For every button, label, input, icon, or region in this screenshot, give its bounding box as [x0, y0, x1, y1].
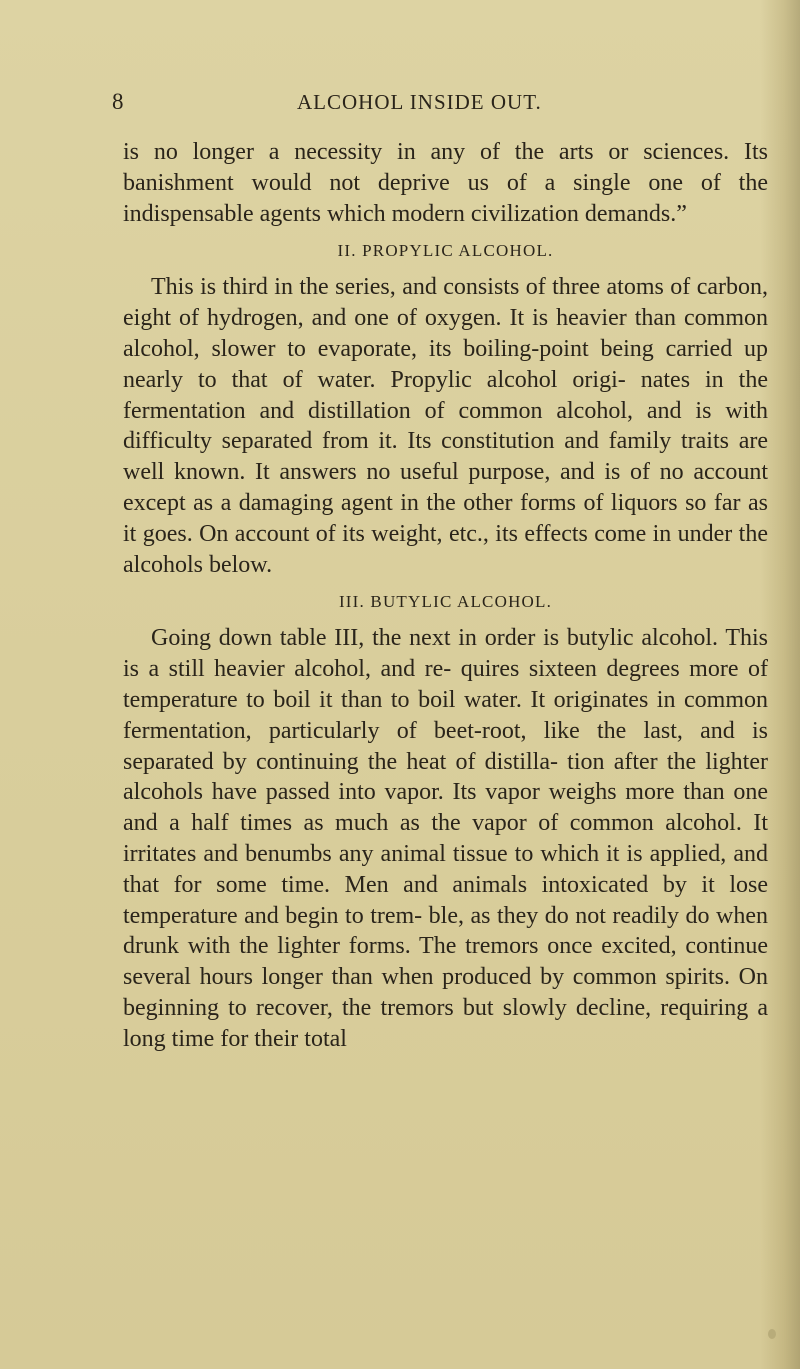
ink-spot: [768, 1329, 776, 1339]
paragraph-butylic-alcohol: Going down table III, the next in order is butylic alcohol. This is a still heavier alcohol, and re- quires sixteen degrees more of temperature to boil it than to boil water. It originates in common fermentation, particularly of beet-root, like the last, and is separated by continuing the heat of distilla- tion after the lighter alcohols have passed into vapor. Its vapor weighs more than one and a half times as much as the vapor of common alcohol. It irritates and benumbs any animal tissue to which it is applied, and that for some time. Men and animals intoxicated by it lose temperature and begin to trem- ble, as they do not readily do when drunk with the lighter forms. The tremors once excited, continue several hours longer than when produced by common spirits. On beginning to recover, the tremors but slowly decline, requiring a long time for their total: [123, 625, 768, 1052]
section-heading-propylic-alcohol: II. PROPYLIC ALCOHOL.: [337, 241, 554, 261]
body-text: [123, 137, 768, 1055]
paragraph-continuation: is no longer a necessity in any of the arts or sciences. Its banishment would not deprive us of a single one of the indispensable agents which modern civilization demands.”: [123, 139, 768, 227]
page-number: 8: [112, 89, 124, 114]
running-head: [112, 86, 772, 118]
running-head-title: ALCOHOL INSIDE OUT.: [297, 89, 542, 114]
section-heading-butylic-alcohol: III. BUTYLIC ALCOHOL.: [338, 592, 553, 612]
paragraph-propylic-alcohol: This is third in the series, and consists of three atoms of carbon, eight of hydrogen, and one of oxygen. It is heavier than common alcohol, slower to evaporate, its boiling-point being carried up nearly to that of water. Propylic alcohol origi- nates in the fermentation and distillation of common alcohol, and is with difficulty separated from it. Its constitution and family traits are well known. It answers no useful purpose, and is of no account except as a damaging agent in the other forms of liquors so far as it goes. On account of its weight, etc., its effects come in under the alcohols below.: [123, 274, 768, 578]
